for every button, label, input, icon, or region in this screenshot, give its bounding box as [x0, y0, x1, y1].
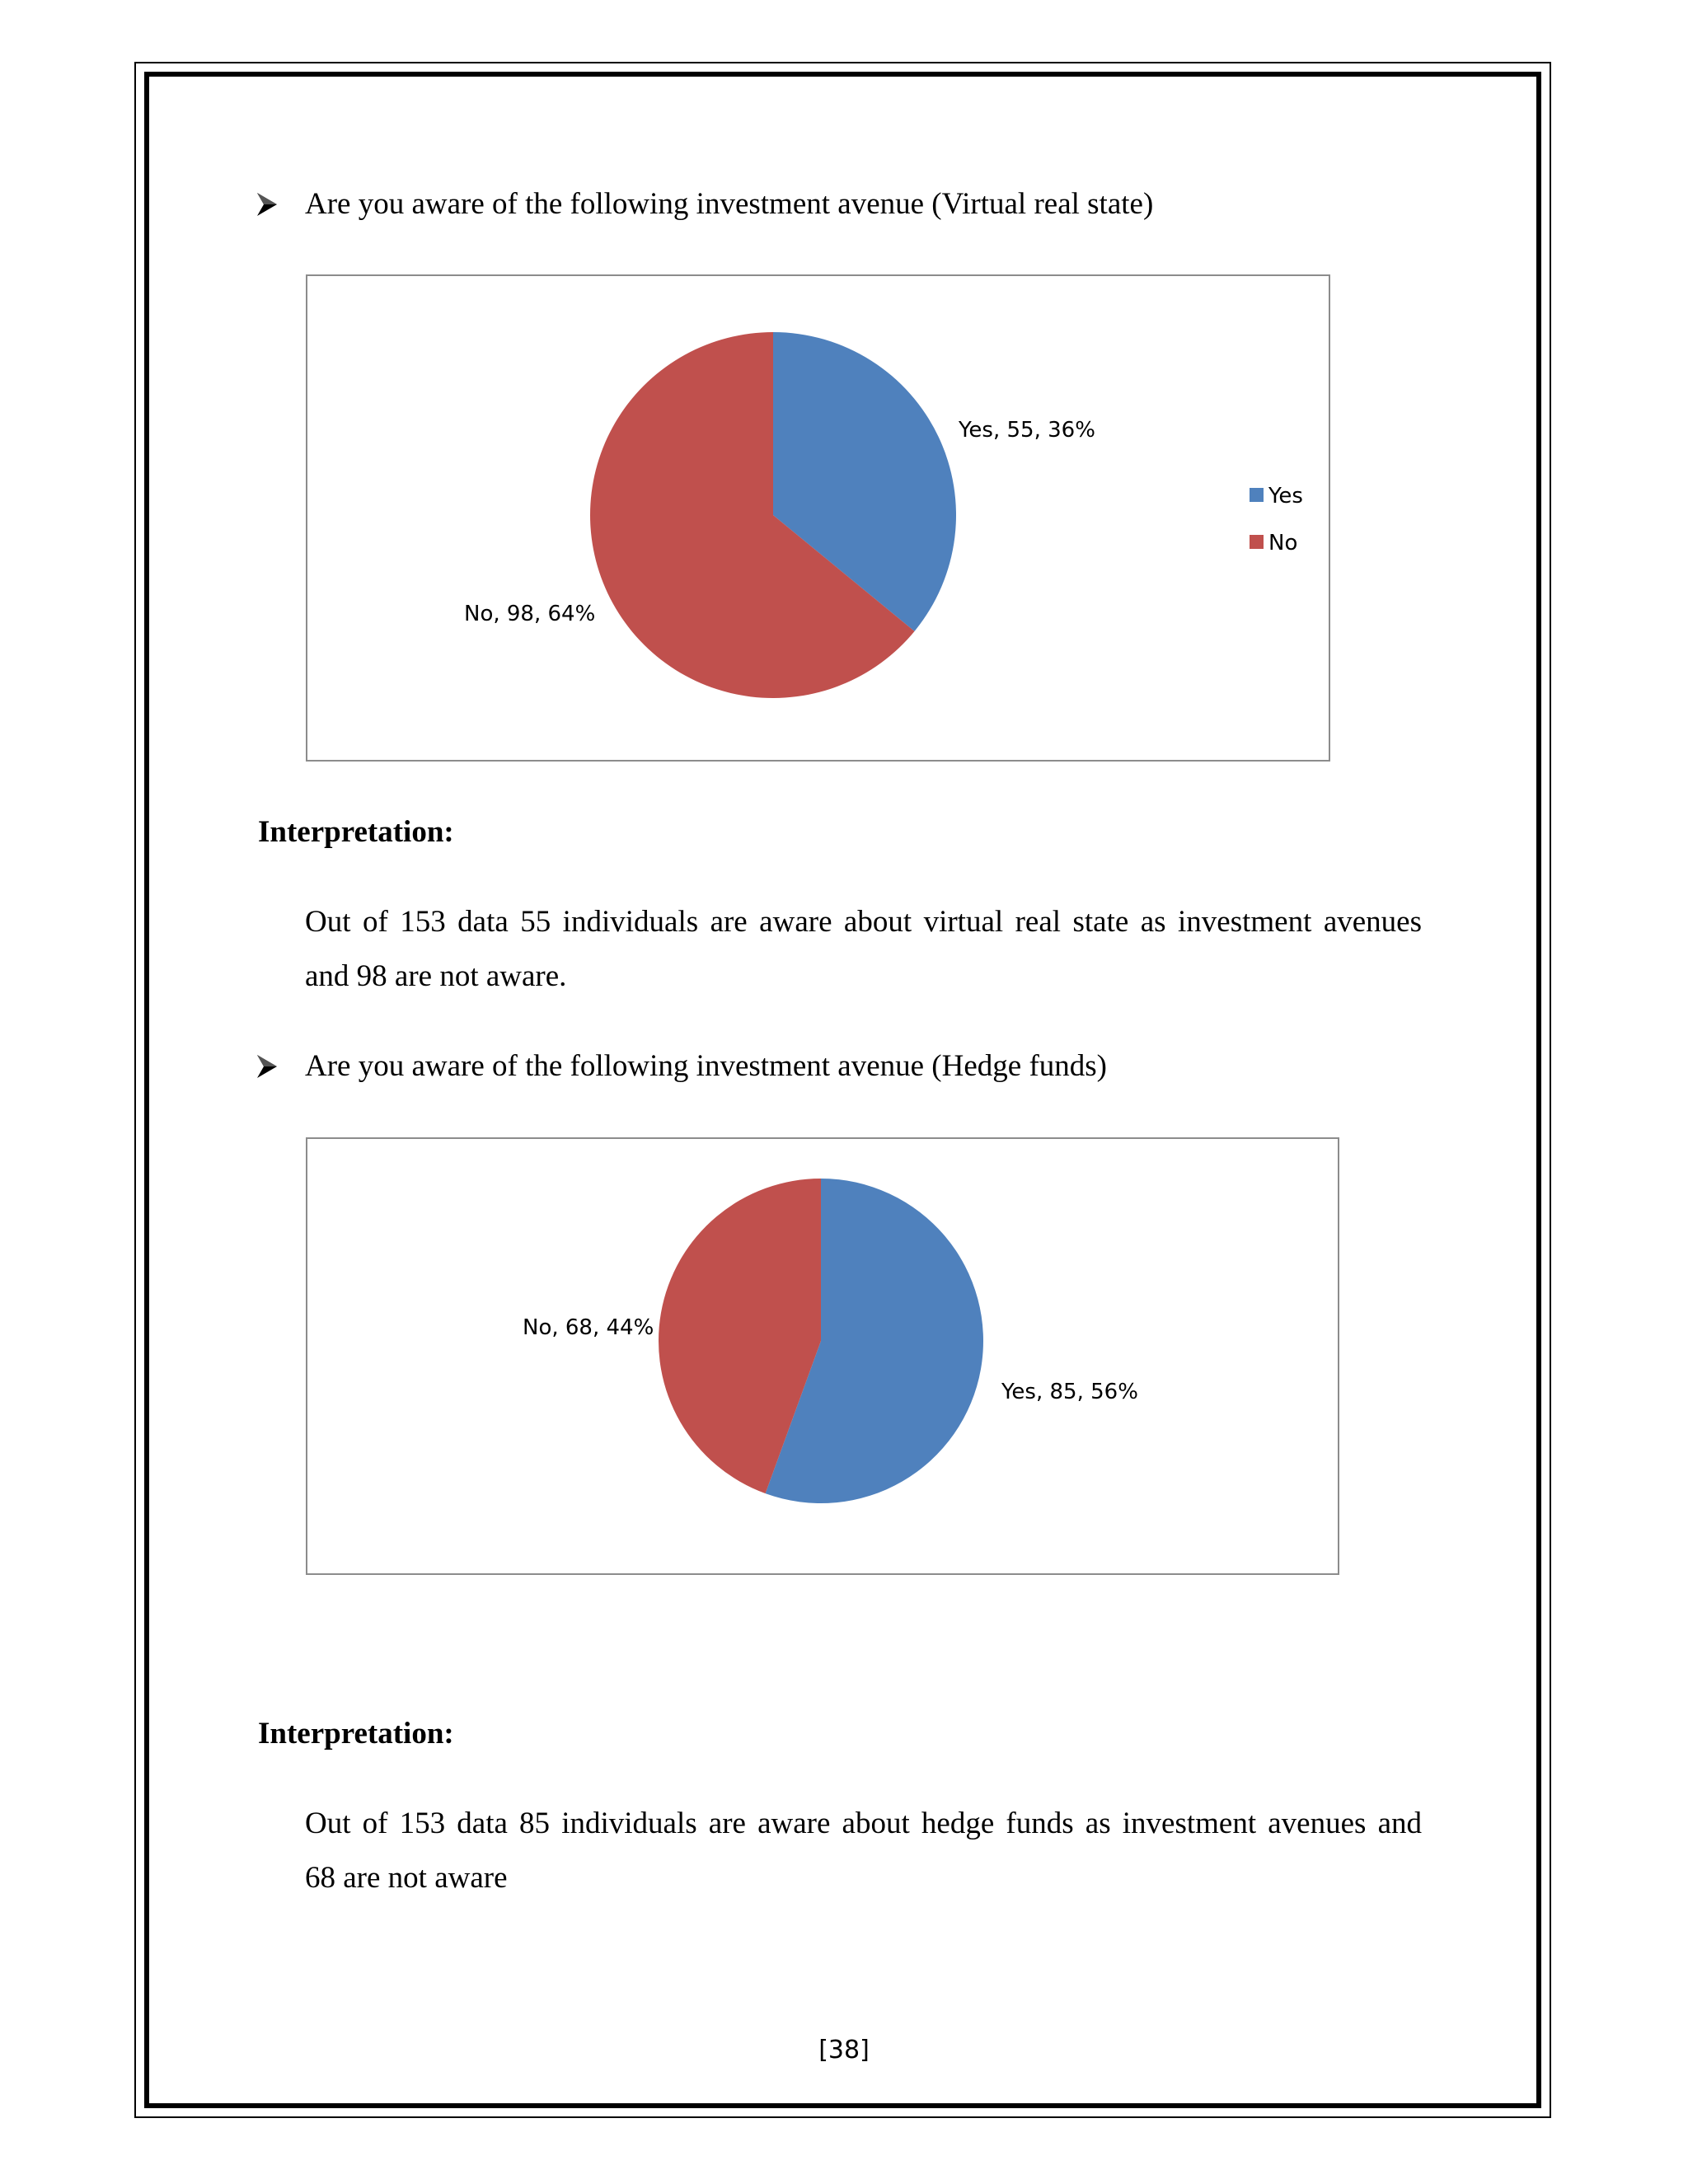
- pie-chart-hedge-funds: [306, 1137, 1339, 1575]
- bullet-arrow-icon: [256, 1048, 280, 1085]
- data-label-no: No, 68, 44%: [523, 1315, 654, 1340]
- interpretation-1-line-2: and 98 are not aware.: [305, 959, 567, 993]
- data-label-yes: Yes, 55, 36%: [959, 418, 1095, 443]
- interpretation-text-2: [305, 1797, 1422, 1905]
- interpretation-1-line-1: Out of 153 data 55 individuals are aware about virtual real state as investment avenues: [305, 905, 1422, 939]
- interpretation-text-1: [305, 895, 1422, 1004]
- page-number: [38]: [818, 2036, 870, 2064]
- data-label-no: No, 98, 64%: [464, 602, 596, 626]
- legend-swatch-no: [1250, 535, 1264, 549]
- data-label-yes: Yes, 85, 56%: [1001, 1380, 1138, 1404]
- legend-label-no: No: [1268, 531, 1298, 555]
- question-2-text: Are you aware of the following investment avenue (Hedge funds): [305, 1049, 1107, 1083]
- interpretation-heading-1: Interpretation:: [258, 815, 454, 849]
- question-1-text: Are you aware of the following investment avenue (Virtual real state): [305, 187, 1154, 221]
- interpretation-heading-2: Interpretation:: [258, 1717, 454, 1750]
- legend-swatch-yes: [1250, 488, 1264, 502]
- pie-chart-virtual-real-state: [306, 274, 1330, 762]
- legend-label-yes: Yes: [1268, 484, 1303, 509]
- interpretation-2-line-1: Out of 153 data 85 individuals are aware about hedge funds as investment avenues and: [305, 1807, 1422, 1840]
- bullet-arrow-icon: [256, 186, 280, 223]
- interpretation-2-line-2: 68 are not aware: [305, 1861, 508, 1895]
- chart-legend: [1250, 484, 1303, 555]
